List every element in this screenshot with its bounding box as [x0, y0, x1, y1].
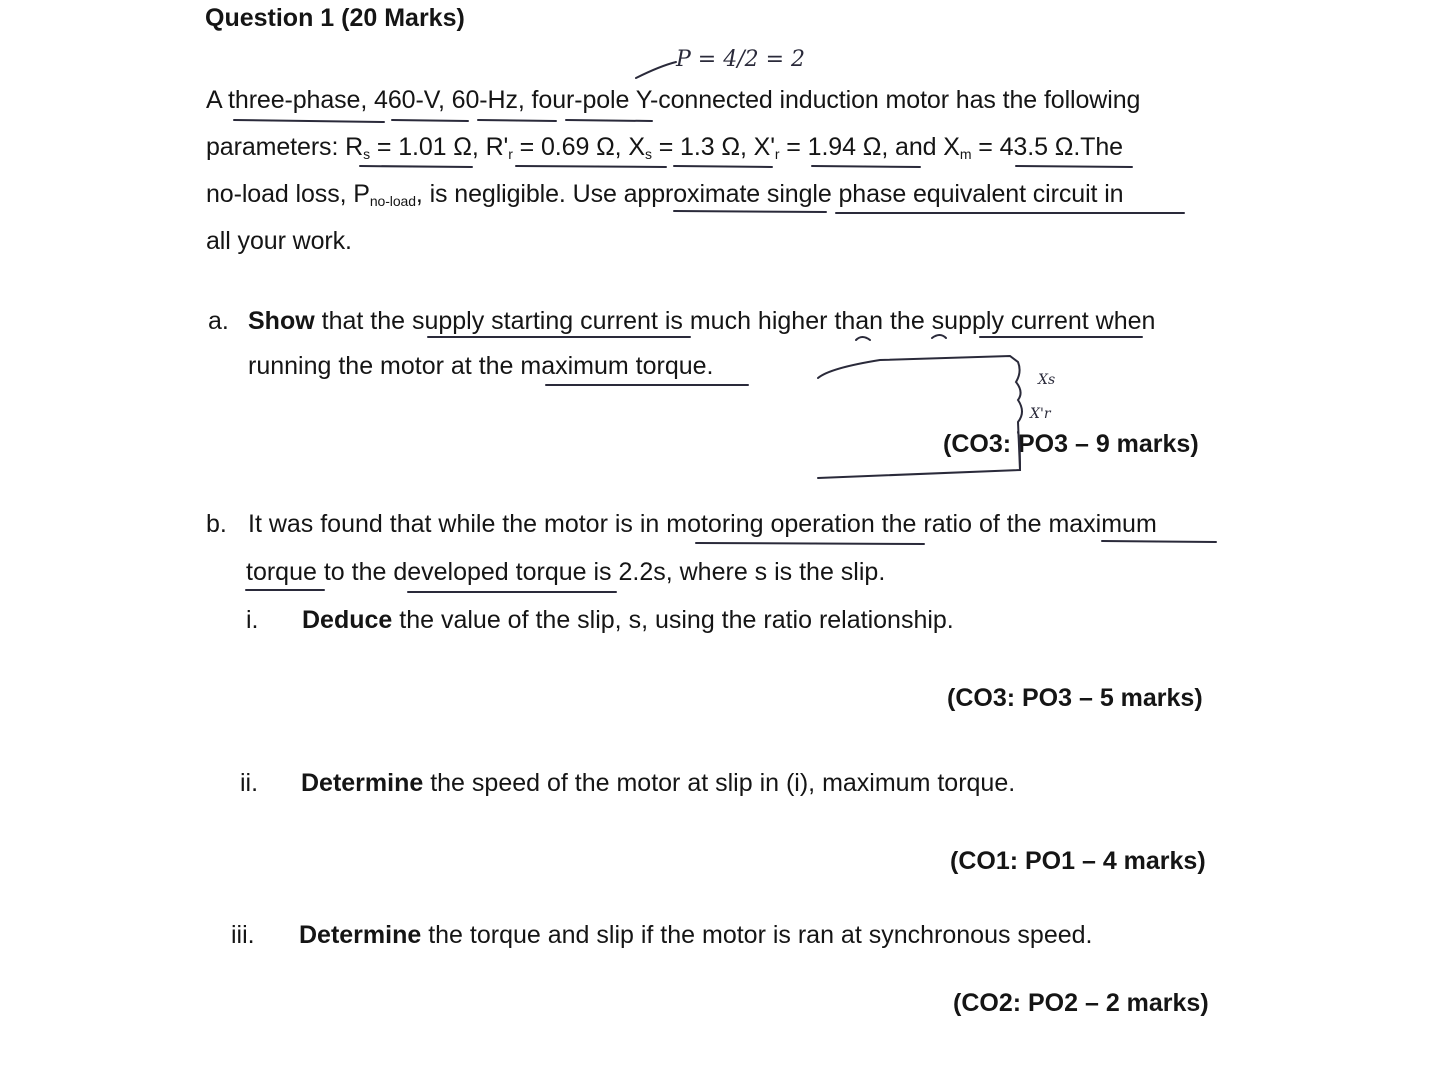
subpart-i-marks: (CO3: PO3 – 5 marks)	[947, 684, 1203, 712]
param-xm: $X_m = 43.5$ Ω.The	[943, 133, 1123, 162]
part-b-line-2: torque to the developed torque is 2.2s, where s is the slip.	[246, 558, 886, 586]
question-title: Question 1 (20 Marks)	[205, 4, 465, 32]
part-b-line-1: It was found that while the motor is in motoring operation the ratio of the maximum	[248, 510, 1157, 538]
subpart-i-text: Deduce the value of the slip, s, using the ratio relationship.	[302, 606, 954, 634]
part-a-line-2: running the motor at the maximum torque.	[248, 352, 714, 380]
part-a-verb: Show	[248, 307, 315, 335]
subpart-i-label: i.	[246, 606, 259, 634]
subpart-ii-label: ii.	[240, 769, 259, 797]
part-b-label: b.	[206, 510, 227, 538]
pen-circuit-sketch	[818, 356, 1022, 478]
param-xr: $X'_r = 1.94$ Ω, and	[753, 133, 944, 162]
subpart-iii-label: iii.	[231, 921, 255, 949]
intro-line-last: all your work.	[206, 227, 352, 255]
param-xs: $X_s = 1.3$ Ω,	[628, 133, 754, 162]
params-prefix: parameters:	[206, 133, 346, 161]
param-rs: $R_s = 1.01$ Ω,	[345, 133, 486, 162]
pen-note-xr: X'r	[1030, 406, 1051, 422]
part-a-label: a.	[208, 307, 229, 335]
subpart-ii-marks: (CO1: PO1 – 4 marks)	[950, 847, 1206, 875]
intro-line-parameters	[206, 133, 1123, 162]
subpart-ii-text: Determine the speed of the motor at slip in (i), maximum torque.	[301, 769, 1016, 797]
pen-note-xs: Xs	[1038, 372, 1056, 388]
part-a-marks: (CO3: PO3 – 9 marks)	[943, 430, 1199, 458]
pen-arrow-stroke	[636, 62, 676, 78]
param-rr: $R'_r = 0.69$ Ω,	[485, 133, 629, 162]
intro-line-1: A three-phase, 460-V, 60-Hz, four-pole Y-connected induction motor has the following	[206, 86, 1141, 114]
pen-note-pole-pairs: P = 4/2 = 2	[676, 47, 806, 72]
subpart-iii-marks: (CO2: PO2 – 2 marks)	[953, 989, 1209, 1017]
subpart-iii-text: Determine the torque and slip if the motor is ran at synchronous speed.	[299, 921, 1093, 949]
part-a-line-1: Show that the supply starting current is much higher than the supply current when	[248, 307, 1156, 335]
noload-subscript: no-load	[369, 193, 416, 209]
intro-line-noload: no-load loss, $P_{no-load}$, is negligible. Use approximate single phase equivalent circuit in	[206, 180, 1124, 209]
